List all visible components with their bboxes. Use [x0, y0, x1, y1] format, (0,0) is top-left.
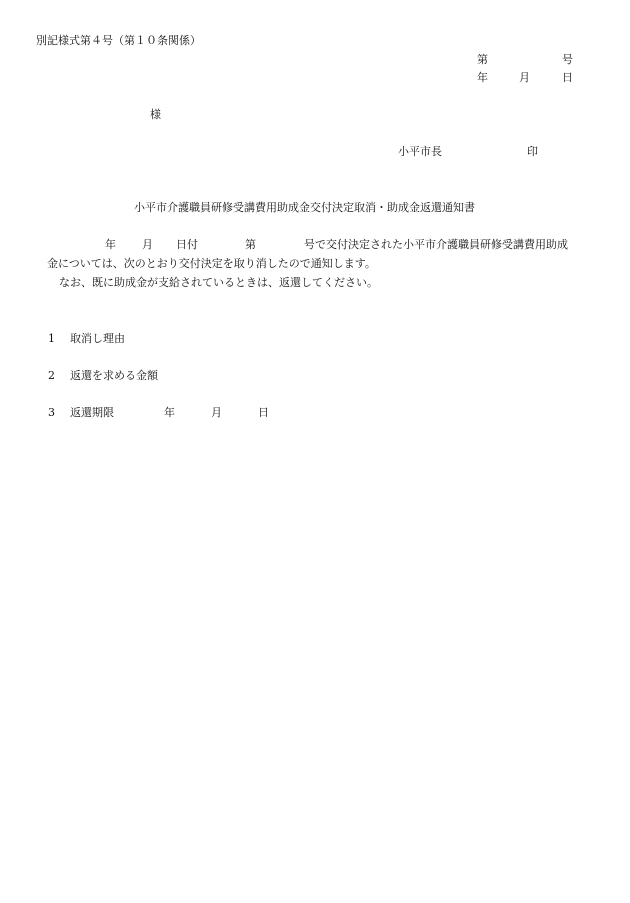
addressee-honorific: 様: [150, 108, 161, 121]
item-number: 2: [48, 369, 55, 382]
ref-year: 年: [105, 238, 116, 251]
ref-number-prefix: 第: [245, 238, 256, 251]
ref-day: 日付: [176, 238, 198, 251]
date-month: 月: [519, 71, 530, 84]
deadline-year: 年: [164, 406, 175, 419]
item-label-refund-amount: 返還を求める金額: [70, 369, 158, 382]
doc-number-suffix: 号: [562, 53, 573, 66]
deadline-day: 日: [258, 406, 269, 419]
doc-number-prefix: 第: [477, 53, 488, 66]
item-label-cancel-reason: 取消し理由: [70, 332, 125, 345]
body-line1-tail: 号で交付決定された小平市介護職員研修受講費用助成: [304, 238, 568, 251]
body-line3: なお、既に助成金が支給されているときは、返還してください。: [59, 276, 378, 289]
ref-month: 月: [142, 238, 153, 251]
seal-mark: 印: [527, 145, 538, 158]
document-title: 小平市介護職員研修受講費用助成金交付決定取消・助成金返還通知書: [134, 201, 475, 214]
item-label-refund-deadline: 返還期限: [70, 406, 114, 419]
date-year: 年: [477, 71, 488, 84]
item-number: 1: [48, 332, 55, 345]
body-line2: 金については、次のとおり交付決定を取り消したので通知します。: [47, 257, 376, 270]
issuer-title: 小平市長: [398, 145, 442, 158]
form-label: 別記様式第４号（第１０条関係）: [36, 34, 201, 47]
item-number: 3: [48, 406, 55, 419]
date-day: 日: [562, 71, 573, 84]
deadline-month: 月: [211, 406, 222, 419]
